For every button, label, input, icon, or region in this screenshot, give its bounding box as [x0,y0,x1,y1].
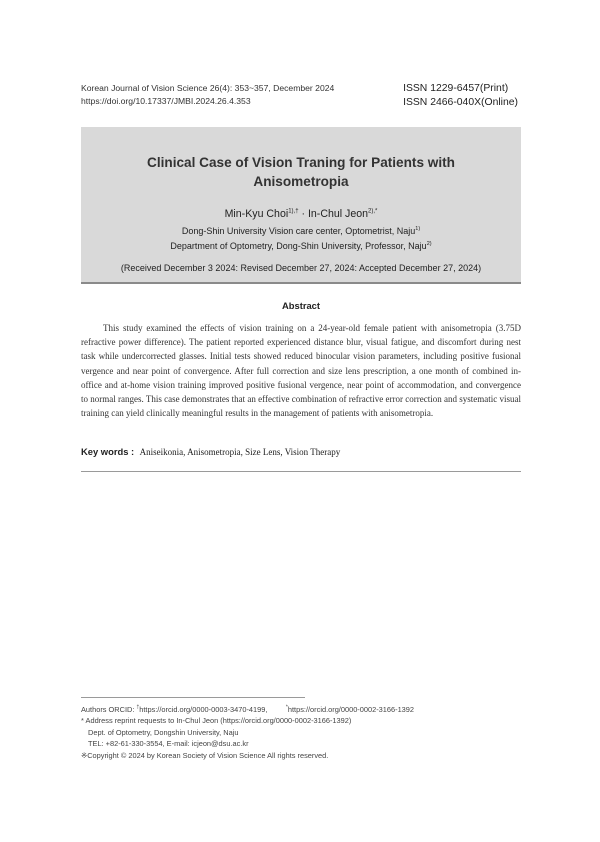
affiliation-1 [81,224,521,239]
affiliation-2-marker: 2) [426,241,432,247]
journal-citation: Korean Journal of Vision Science 26(4): 353~357, December 2024 [81,83,335,93]
copyright-line: ※Copyright © 2024 by Korean Society of Vision Science All rights reserved. [81,750,329,760]
author-1: Min-Kyu Choi [224,208,289,220]
section-divider [81,471,521,472]
abstract-heading: Abstract [281,300,321,311]
issn-block [403,82,518,110]
contact-line[interactable]: TEL: +82-61-330-3554, E-mail: icjeon@dsu.ac.kr [88,739,249,749]
title-box [81,127,521,284]
journal-header [81,82,334,108]
keywords-label: Key words : [81,446,135,457]
author-2: In-Chul Jeon [307,208,369,220]
author-separator: · [298,208,308,220]
keywords-values: Aniseikonia, Anisometropia, Size Lens, Vision Therapy [139,447,341,457]
received-dates: (Received December 3 2024: Revised December 27, 2024: Accepted December 27, 2024) [120,263,482,273]
author-list [81,208,521,220]
title-line-2: Anisometropia [253,174,349,189]
author-2-marker: 2),* [368,208,378,215]
affiliation-1-marker: 1) [415,226,421,232]
keywords [81,446,521,457]
orcid-line [81,704,414,715]
orcid-1-marker: † [136,704,140,711]
reprint-marker: * [81,716,84,726]
reprint-text: Address reprint requests to In-Chul Jeon (https://orcid.org/0000-0002-3166-1392) [83,716,352,726]
title-line-1: Clinical Case of Vision Traning for Patients with [147,155,455,170]
abstract-body [81,321,521,420]
author-1-marker: 1),† [288,208,299,215]
affiliation-2-text: Department of Optometry, Dong-Shin University, Professor, Naju [170,241,427,251]
issn-online: ISSN 2466-040X(Online) [403,97,518,108]
orcid-label: Authors ORCID: [81,705,137,714]
orcid-1-link[interactable]: https://orcid.org/0000-0003-3470-4199, [139,705,268,714]
orcid-2-link[interactable]: https://orcid.org/0000-0002-3166-1392 [287,705,415,714]
issn-print: ISSN 1229-6457(Print) [403,83,509,94]
abstract-paragraph: This study examined the effects of vision training on a 24-year-old female patient with anisometropia (3.75D refractive power difference). The patient reported experienced distance blur, visual fatigue, and discomfort during nest task while undercorrected glasses. Initial tests showed reduced binocular vision parameters, including positive fusional vergence and near point of convergence. After full correction and size lens prescription, a one month of combined in-office and at-home vision training improved positive fusional vergence, near point of accommodation, and convergence to normal ranges. This case demonstrates that an effective combination of refractive error correction and systematic visual training can yield clinically meaningful results in the management of patients with anisometropia. [81,323,521,419]
reprint-line [81,715,414,726]
affiliation-2 [81,239,521,254]
affiliations [81,224,521,254]
footnotes [81,704,414,761]
dept-line: Dept. of Optometry, Dongshin University, Naju [88,727,239,737]
doi-link[interactable]: https://doi.org/10.17337/JMBI.2024.26.4.353 [81,96,251,106]
footnote-divider [81,697,305,698]
affiliation-1-text: Dong-Shin University Vision care center, Optometrist, Naju [181,226,416,236]
orcid-2-marker: * [285,704,288,711]
paper-title [81,153,521,191]
